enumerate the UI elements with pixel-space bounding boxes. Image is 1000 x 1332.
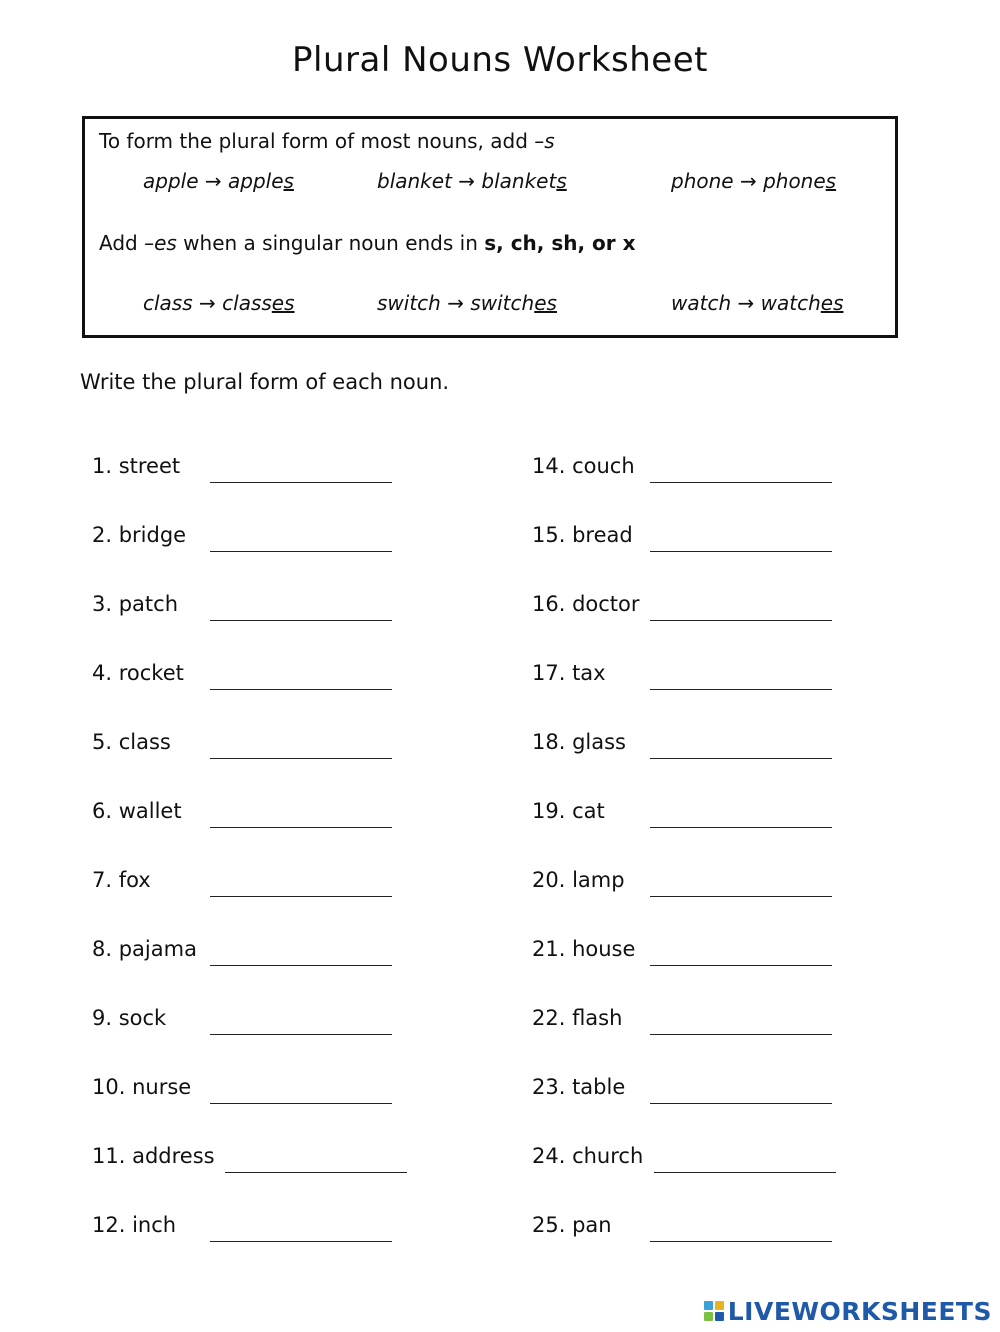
list-item [92,519,512,588]
noun-label: 11. address [92,1144,215,1168]
answer-blank[interactable] [210,827,392,828]
answer-blank[interactable] [650,896,832,897]
answer-blank[interactable] [210,1241,392,1242]
noun-label: 18. glass [532,730,626,754]
noun-label: 24. church [532,1144,644,1168]
answer-blank[interactable] [210,620,392,621]
answer-blank[interactable] [210,896,392,897]
noun-label: 1. street [92,454,181,478]
list-item [532,864,952,933]
example-switch: switch → switches [377,291,557,315]
answer-blank[interactable] [650,620,832,621]
example-apple: apple → apples [143,169,294,193]
instruction-text: Write the plural form of each noun. [80,370,450,394]
answer-blank[interactable] [650,1034,832,1035]
liveworksheets-logo: LIVEWORKSHEETS [704,1296,992,1326]
answer-blank[interactable] [210,1103,392,1104]
list-item [92,933,512,1002]
answer-blank[interactable] [210,689,392,690]
list-item [532,519,952,588]
rules-box [82,116,898,338]
list-item [532,1002,952,1071]
answer-blank[interactable] [650,551,832,552]
list-item [92,864,512,933]
list-item [532,588,952,657]
noun-label: 7. fox [92,868,151,892]
answer-blank[interactable] [210,965,392,966]
answer-blank[interactable] [650,689,832,690]
list-item [532,795,952,864]
noun-label: 3. patch [92,592,178,616]
noun-label: 9. sock [92,1006,167,1030]
list-item [92,1209,512,1278]
example-class: class → classes [143,291,295,315]
answer-blank[interactable] [210,1034,392,1035]
list-item [92,795,512,864]
logo-blocks-icon [704,1301,724,1321]
answer-blank[interactable] [210,758,392,759]
list-item [92,588,512,657]
noun-label: 10. nurse [92,1075,192,1099]
noun-label: 5. class [92,730,171,754]
noun-label: 23. table [532,1075,626,1099]
noun-label: 4. rocket [92,661,184,685]
answer-blank[interactable] [210,482,392,483]
noun-label: 20. lamp [532,868,625,892]
list-item [92,1002,512,1071]
list-item [92,1071,512,1140]
list-item [92,450,512,519]
list-item [532,1140,952,1209]
answer-blank[interactable] [650,482,832,483]
list-item [532,1209,952,1278]
noun-label: 8. pajama [92,937,197,961]
answer-blank[interactable] [654,1172,836,1173]
noun-label: 19. cat [532,799,605,823]
noun-label: 17. tax [532,661,606,685]
answer-blank[interactable] [210,551,392,552]
list-item [92,726,512,795]
list-item [532,450,952,519]
answer-blank[interactable] [650,1103,832,1104]
noun-label: 22. flash [532,1006,623,1030]
noun-label: 15. bread [532,523,633,547]
list-item [532,726,952,795]
noun-label: 12. inch [92,1213,177,1237]
noun-label: 6. wallet [92,799,182,823]
answer-blank[interactable] [650,965,832,966]
noun-label: 25. pan [532,1213,612,1237]
example-phone: phone → phones [671,169,837,193]
worksheet-title: Plural Nouns Worksheet [292,40,708,80]
rule-es-nouns: Add –es when a singular noun ends in s, ch, sh, or x [99,231,636,255]
list-item [532,1071,952,1140]
list-item [92,1140,512,1209]
list-item [532,933,952,1002]
example-watch: watch → watches [671,291,844,315]
answer-blank[interactable] [650,827,832,828]
noun-label: 2. bridge [92,523,187,547]
rule-most-nouns: To form the plural form of most nouns, add –s [99,129,555,153]
noun-label: 14. couch [532,454,635,478]
noun-label: 16. doctor [532,592,640,616]
answer-blank[interactable] [650,1241,832,1242]
right-column [532,450,952,1278]
list-item [532,657,952,726]
answer-blank[interactable] [225,1172,407,1173]
left-column [92,450,512,1278]
list-item [92,657,512,726]
example-blanket: blanket → blankets [377,169,567,193]
noun-label: 21. house [532,937,636,961]
answer-blank[interactable] [650,758,832,759]
